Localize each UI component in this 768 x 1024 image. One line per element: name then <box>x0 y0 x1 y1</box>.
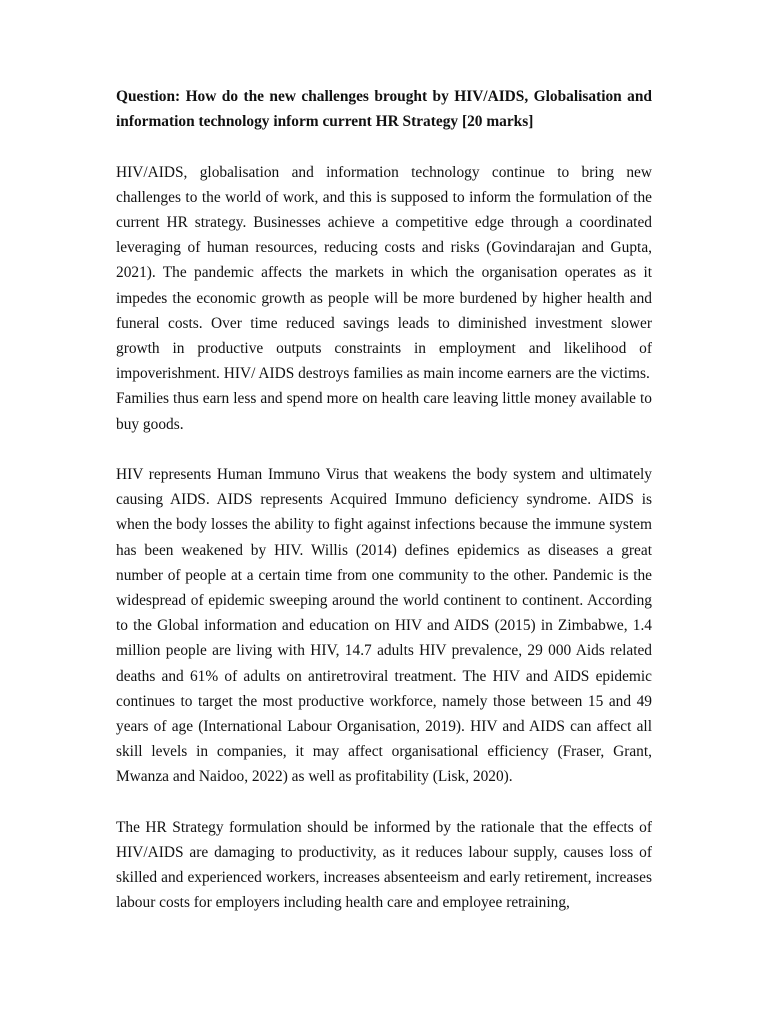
question-heading: Question: How do the new challenges brought by HIV/AIDS, Globalisation and information technology inform current HR Strategy [20 marks] <box>116 88 652 131</box>
paragraph-2: Families thus earn less and spend more on health care leaving little money available to buy goods. <box>116 390 652 433</box>
paragraph-4: The HR Strategy formulation should be informed by the rationale that the effects of HIV/AIDS are damaging to productivity, as it reduces labour supply, causes loss of skilled and experienced workers, increases absenteeism and early retirement, increases labour costs for employers including health care and employee retraining, <box>116 818 652 912</box>
paragraph-spacer <box>116 437 652 462</box>
paragraph-spacer <box>116 790 652 815</box>
paragraph-3: HIV represents Human Immuno Virus that weakens the body system and ultimately causing AIDS. AIDS represents Acquired Immuno deficiency syndrome. AIDS is when the body losses the ability to fight against infections because the immune system has been weakened by HIV. Willis (2014) defines epidemics as diseases a great number of people at a certain time from one community to the other. Pandemic is the widespread of epidemic sweeping around the world continent to continent. According to the Global information and education on HIV and AIDS (2015) in Zimbabwe, 1.4 million people are living with HIV, 14.7 adults HIV prevalence, 29 000 Aids related deaths and 61% of adults on antiretroviral treatment. The HIV and AIDS epidemic continues to target the most productive workforce, namely those between 15 and 49 years of age (International Labour Organisation, 2019). HIV and AIDS can affect all skill levels in companies, it may affect organisational efficiency (Fraser, Grant, Mwanza and Naidoo, 2022) as well as profitability (Lisk, 2020). <box>116 466 652 786</box>
document-page <box>116 84 652 916</box>
paragraph-1: HIV/AIDS, globalisation and information technology continue to bring new challenges to the world of work, and this is supposed to inform the formulation of the current HR strategy. Businesses achieve a competitive edge through a coordinated leveraging of human resources, reducing costs and risks (Govindarajan and Gupta, 2021). The pandemic affects the markets in which the organisation operates as it impedes the economic growth as people will be more burdened by higher health and funeral costs. Over time reduced savings leads to diminished investment slower growth in productive outputs constraints in employment and likelihood of impoverishment. HIV/ AIDS destroys families as main income earners are the victims. <box>116 163 652 383</box>
paragraph-spacer <box>116 134 652 159</box>
